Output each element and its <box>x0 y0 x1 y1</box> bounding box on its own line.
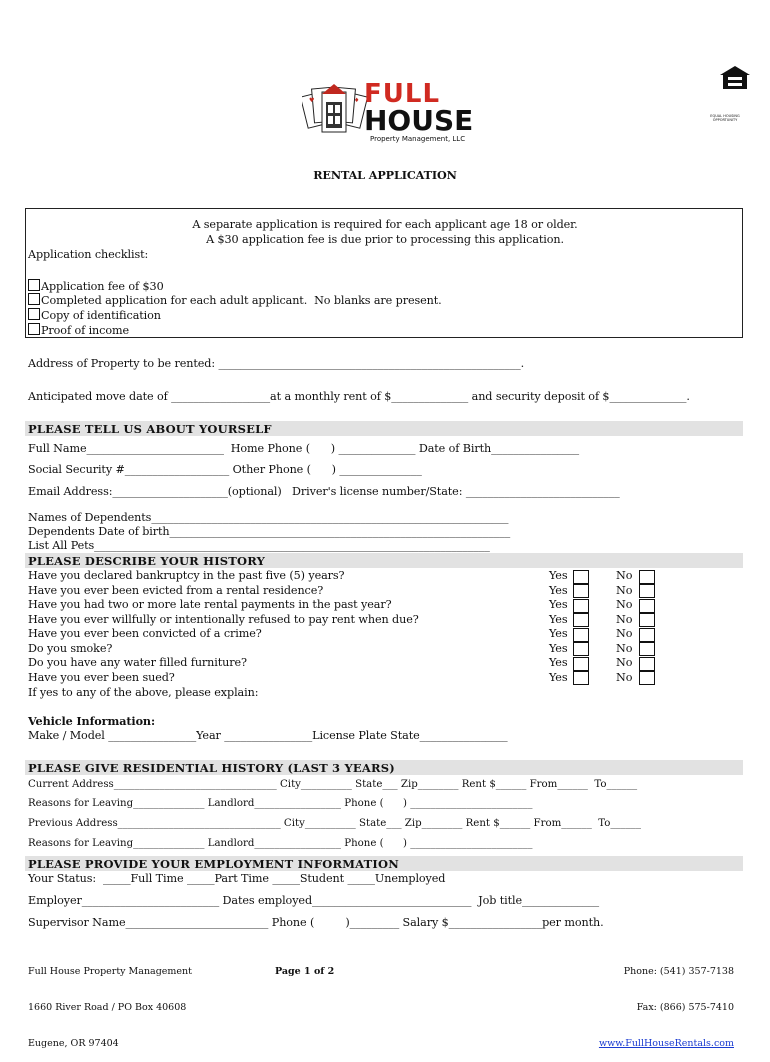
checkbox[interactable] <box>28 293 40 305</box>
history-question: Have you ever willfully or intentionally refused to pay rent when due? <box>28 612 419 626</box>
company-logo: ♥ ♦ FULL HOUSE Property Management, LLC <box>302 80 472 144</box>
yes-checkbox[interactable] <box>573 628 589 642</box>
yes-label: Yes <box>549 569 568 582</box>
history-question: Have you ever been sued? <box>28 670 175 684</box>
no-label: No <box>616 583 633 597</box>
vehicle-field[interactable]: Make / Model ________________Year ________________License Plate State________________ <box>28 729 508 742</box>
playing-cards-icon <box>302 80 368 142</box>
yes-label: Yes <box>549 670 568 684</box>
checklist-item[interactable]: Completed application for each adult applicant. No blanks are present. <box>28 293 442 307</box>
no-label: No <box>616 641 633 655</box>
section-header-employment: PLEASE PROVIDE YOUR EMPLOYMENT INFORMATION <box>25 856 743 871</box>
no-checkbox[interactable] <box>639 613 655 627</box>
house-icon <box>718 65 752 91</box>
yes-checkbox[interactable] <box>573 584 589 598</box>
no-checkbox[interactable] <box>639 642 655 656</box>
employer-row[interactable]: Employer_________________________ Dates employed_____________________________ Job title______________ <box>28 894 599 907</box>
no-label: No <box>616 612 633 626</box>
current-leaving-row[interactable]: Reasons for Leaving______________ Landlord_________________ Phone ( ) ________________________ <box>28 798 533 809</box>
no-checkbox[interactable] <box>639 657 655 671</box>
history-question: Have you declared bankruptcy in the past five (5) years? <box>28 569 345 582</box>
page-number: Page 1 of 2 <box>275 966 335 977</box>
footer-contact: Phone: (541) 357-7138 Fax: (866) 575-7410 www.FullHouseRentals.com <box>598 966 734 1049</box>
website-link[interactable]: www.FullHouseRentals.com <box>598 1038 734 1049</box>
checklist-item[interactable]: Application fee of $30 <box>28 279 164 293</box>
checklist-item[interactable]: Copy of identification <box>28 308 161 322</box>
full-name-row[interactable]: Full Name_________________________ Home Phone ( ) ______________ Date of Birth________________ <box>28 442 580 455</box>
dependents-names-field[interactable]: Names of Dependents_________________________________________________________________ <box>28 511 509 524</box>
footer-address: Full House Property Management 1660 River Road / PO Box 40608 Eugene, OR 97404 <box>28 966 192 1049</box>
yes-checkbox[interactable] <box>573 570 589 584</box>
no-label: No <box>616 569 633 582</box>
supervisor-row[interactable]: Supervisor Name__________________________ Phone ( )_________ Salary $_________________per month. <box>28 916 604 929</box>
notice-line-1: A separate application is required for each applicant age 18 or older. <box>192 218 578 231</box>
email-row[interactable]: Email Address:_____________________(optional) Driver's license number/State: ____________________________ <box>28 485 620 498</box>
checkbox[interactable] <box>28 279 40 291</box>
section-header-history: PLEASE DESCRIBE YOUR HISTORY <box>25 553 743 568</box>
previous-address-row[interactable]: Previous Address________________________________ City__________ State___ Zip________ Rent $______ From______ To______ <box>28 818 641 829</box>
yes-checkbox[interactable] <box>573 671 589 685</box>
no-checkbox[interactable] <box>639 570 655 584</box>
ssn-row[interactable]: Social Security #___________________ Other Phone ( ) _______________ <box>28 463 422 476</box>
history-question: Have you ever been convicted of a crime? <box>28 627 262 640</box>
vehicle-heading: Vehicle Information: <box>28 714 155 728</box>
section-header-yourself: PLEASE TELL US ABOUT YOURSELF <box>25 421 743 436</box>
history-question: Have you had two or more late rental payments in the past year? <box>28 598 392 611</box>
checklist-item[interactable]: Proof of income <box>28 323 129 337</box>
current-address-row[interactable]: Current Address________________________________ City__________ State___ Zip________ Rent $______ From______ To______ <box>28 779 638 790</box>
yes-label: Yes <box>549 627 568 640</box>
employment-status-row[interactable]: Your Status: _____Full Time _____Part Time _____Student _____Unemployed <box>28 872 446 885</box>
yes-label: Yes <box>549 598 568 611</box>
page-title: RENTAL APPLICATION <box>313 168 457 182</box>
checkbox[interactable] <box>28 323 40 335</box>
history-question: Do you smoke? <box>28 641 113 655</box>
yes-label: Yes <box>549 583 568 597</box>
explain-field[interactable]: If yes to any of the above, please explain: <box>28 686 259 699</box>
no-checkbox[interactable] <box>639 584 655 598</box>
yes-checkbox[interactable] <box>573 599 589 613</box>
history-question: Do you have any water filled furniture? <box>28 656 247 669</box>
no-label: No <box>616 598 633 611</box>
dependents-dob-field[interactable]: Dependents Date of birth______________________________________________________________ <box>28 525 511 538</box>
move-date-rent-field[interactable]: Anticipated move date of __________________at a monthly rent of $______________ and security deposit of $______________. <box>28 390 690 403</box>
checklist-heading: Application checklist: <box>28 248 149 261</box>
no-label: No <box>616 627 633 640</box>
yes-checkbox[interactable] <box>573 642 589 656</box>
equal-housing-logo: EQUAL HOUSING OPPORTUNITY <box>708 46 742 80</box>
yes-label: Yes <box>549 641 568 655</box>
no-label: No <box>616 656 633 669</box>
pets-field[interactable]: List All Pets________________________________________________________________________ <box>28 539 490 552</box>
no-checkbox[interactable] <box>639 599 655 613</box>
no-label: No <box>616 670 633 684</box>
yes-checkbox[interactable] <box>573 613 589 627</box>
svg-text:♥: ♥ <box>309 97 315 104</box>
notice-line-2: A $30 application fee is due prior to processing this application. <box>206 233 564 246</box>
yes-checkbox[interactable] <box>573 657 589 671</box>
svg-text:♦: ♦ <box>354 97 360 104</box>
no-checkbox[interactable] <box>639 671 655 685</box>
section-header-residential: PLEASE GIVE RESIDENTIAL HISTORY (LAST 3 YEARS) <box>25 760 743 775</box>
previous-leaving-row[interactable]: Reasons for Leaving______________ Landlord_________________ Phone ( ) ________________________ <box>28 838 533 849</box>
yes-label: Yes <box>549 612 568 626</box>
yes-label: Yes <box>549 656 568 669</box>
history-question: Have you ever been evicted from a rental residence? <box>28 583 324 597</box>
property-address-field[interactable]: Address of Property to be rented: _______________________________________________________. <box>28 357 525 370</box>
checkbox[interactable] <box>28 308 40 320</box>
no-checkbox[interactable] <box>639 628 655 642</box>
